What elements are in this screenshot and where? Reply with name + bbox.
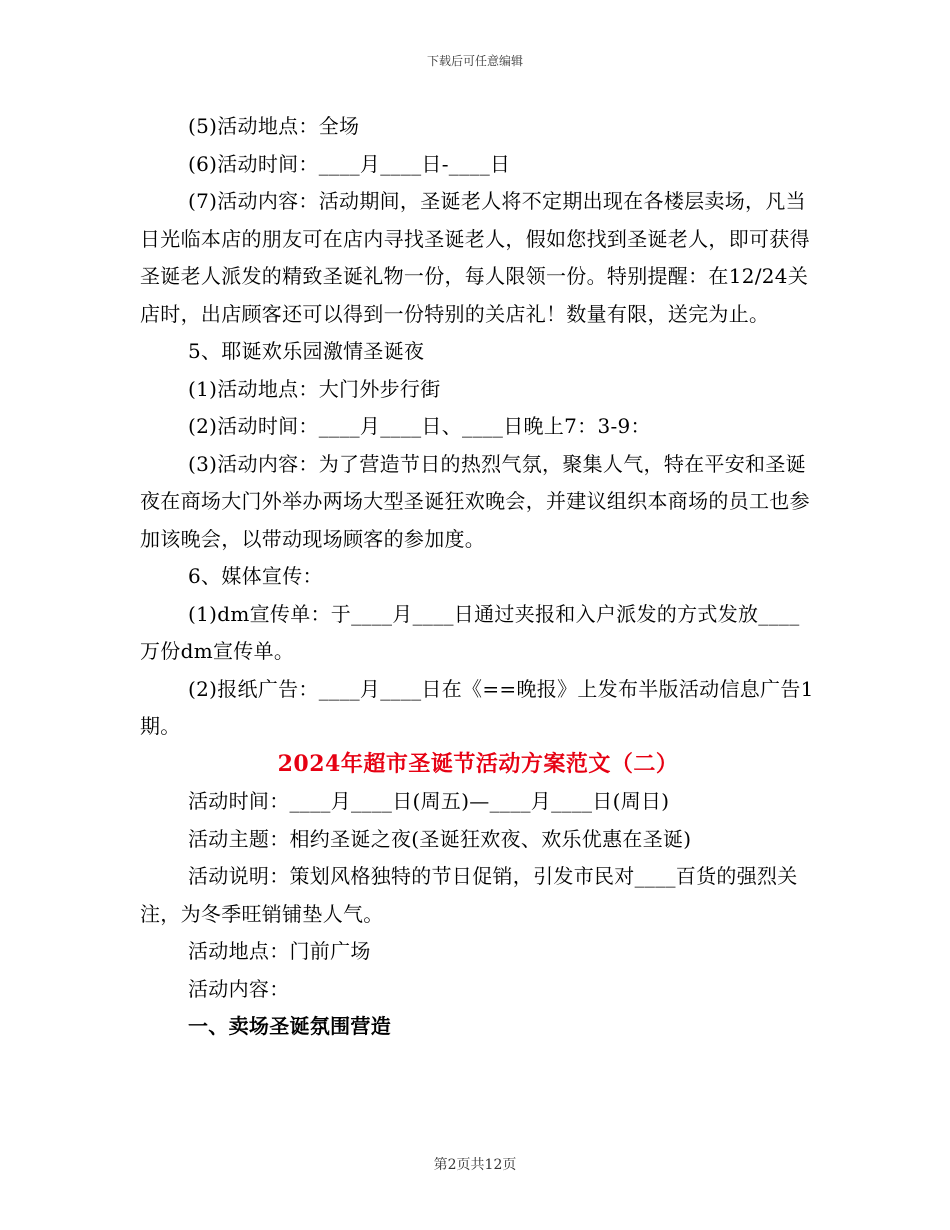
paragraph-activity-theme: 活动主题：相约圣诞之夜(圣诞狂欢夜、欢乐优惠在圣诞) — [188, 826, 692, 851]
paragraph-time-2: (2)活动时间：____月____日、____日晚上7：3-9： — [188, 414, 651, 438]
paragraph-time-6: (6)活动时间：____月____日-____日 — [188, 151, 511, 176]
paragraph-activity-time: 活动时间：____月____日(周五)—____月____日(周日) — [188, 789, 670, 813]
paragraph-location-5: (5)活动地点：全场 — [188, 114, 360, 138]
page-footer-number: 第2页共12页 — [433, 1157, 517, 1173]
paragraph-newspaper-ad: (2)报纸广告：____月____日在《==晚报》上发布半版活动信息广告1期。 — [140, 676, 814, 738]
paragraph-dm-flyer: (1)dm宣传单：于____月____日通过夹报和入户派发的方式发放____万份dm宣传单。 — [140, 601, 800, 663]
paragraph-activity-description: 活动说明：策划风格独特的节日促销，引发市民对____百货的强烈关注，为冬季旺销铺垫人气。 — [140, 864, 798, 926]
subheading-store-atmosphere: 一、卖场圣诞氛围营造 — [188, 1014, 391, 1038]
paragraph-location-1: (1)活动地点：大门外步行街 — [188, 376, 441, 401]
heading-item-6: 6、媒体宣传： — [188, 564, 323, 588]
paragraph-content-3: (3)活动内容：为了营造节日的热烈气氛，聚集人气，特在平安和圣诞夜在商场大门外举办两场大型圣诞狂欢晚会，并建议组织本商场的员工也参加该晚会，以带动现场顾客的参加度。 — [140, 451, 810, 551]
page-header-note: 下载后可任意编辑 — [426, 54, 523, 68]
paragraph-activity-location: 活动地点：门前广场 — [188, 939, 371, 963]
heading-item-5: 5、耶诞欢乐园激情圣诞夜 — [188, 339, 425, 363]
paragraph-content-7: (7)活动内容：活动期间，圣诞老人将不定期出现在各楼层卖场，凡当日光临本店的朋友可在店内寻找圣诞老人，假如您找到圣诞老人，即可获得圣诞老人派发的精致圣诞礼物一份，每人限领一份。特别提醒：在12/24关店时，出店顾客还可以得到一份特别的关店礼！数量有限，送完为止。 — [140, 189, 810, 326]
paragraph-activity-content: 活动内容： — [188, 976, 290, 1001]
section-title: 2024年超市圣诞节活动方案范文（二） — [277, 750, 679, 777]
document-body — [140, 108, 816, 1046]
